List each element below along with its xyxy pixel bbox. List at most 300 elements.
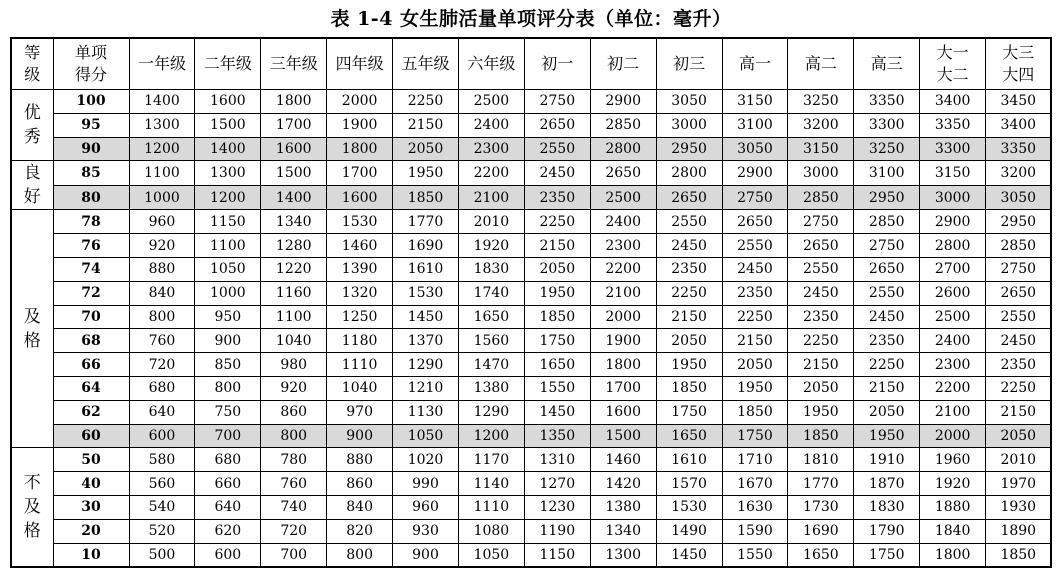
value-cell: 760: [261, 472, 327, 496]
value-cell: 1370: [393, 329, 459, 353]
value-cell: 2500: [458, 90, 524, 114]
grade-group-label-line: 及: [23, 306, 41, 327]
value-cell: 900: [195, 329, 261, 353]
value-cell: 2100: [590, 281, 656, 305]
value-cell: 1590: [722, 519, 788, 543]
table-header: [11, 38, 1051, 90]
score-column-header: [53, 38, 129, 90]
table-body: [11, 90, 1051, 568]
table-row: [11, 90, 1051, 114]
value-cell: 2650: [986, 281, 1052, 305]
value-cell: 2150: [854, 376, 920, 400]
value-cell: 1400: [195, 137, 261, 161]
value-cell: 1470: [458, 353, 524, 377]
value-cell: 600: [195, 543, 261, 567]
value-cell: 520: [129, 519, 195, 543]
score-cell: 10: [53, 543, 129, 567]
value-cell: 640: [129, 400, 195, 424]
value-cell: 750: [195, 400, 261, 424]
table-row: [11, 543, 1051, 567]
value-cell: 2750: [854, 234, 920, 258]
value-cell: 1800: [327, 137, 393, 161]
value-cell: 1310: [524, 448, 590, 472]
value-cell: 2450: [524, 161, 590, 186]
grade-group-label-line: 好: [23, 187, 41, 208]
year-column-header: [854, 38, 920, 90]
value-cell: 2650: [524, 113, 590, 137]
value-cell: 1550: [524, 376, 590, 400]
value-cell: 700: [195, 424, 261, 448]
value-cell: 1140: [458, 472, 524, 496]
value-cell: 1850: [656, 376, 722, 400]
year-column-header: [458, 38, 524, 90]
value-cell: 1080: [458, 519, 524, 543]
score-cell: 30: [53, 495, 129, 519]
value-cell: 680: [129, 376, 195, 400]
score-cell: 74: [53, 257, 129, 281]
value-cell: 2350: [656, 257, 722, 281]
value-cell: 1110: [458, 495, 524, 519]
score-cell: 50: [53, 448, 129, 472]
value-cell: 1530: [656, 495, 722, 519]
year-column-header-line: 二年级: [203, 54, 252, 73]
value-cell: 1020: [393, 448, 459, 472]
table-row: [11, 495, 1051, 519]
grade-group-label-line: 优: [23, 103, 41, 124]
value-cell: 880: [129, 257, 195, 281]
value-cell: 2350: [722, 281, 788, 305]
value-cell: 980: [261, 353, 327, 377]
value-cell: 2950: [656, 137, 722, 161]
value-cell: 1380: [458, 376, 524, 400]
grade-group-label: [11, 448, 53, 567]
value-cell: 740: [261, 495, 327, 519]
value-cell: 800: [195, 376, 261, 400]
value-cell: 1490: [656, 519, 722, 543]
value-cell: 1950: [656, 353, 722, 377]
value-cell: 1230: [524, 495, 590, 519]
value-cell: 2550: [656, 210, 722, 234]
value-cell: 1710: [722, 448, 788, 472]
value-cell: 2500: [590, 185, 656, 210]
value-cell: 1850: [986, 543, 1052, 567]
value-cell: 840: [327, 495, 393, 519]
value-cell: 920: [261, 376, 327, 400]
score-cell: 64: [53, 376, 129, 400]
value-cell: 1570: [656, 472, 722, 496]
value-cell: 1690: [393, 234, 459, 258]
value-cell: 2250: [788, 329, 854, 353]
value-cell: 3250: [788, 90, 854, 114]
value-cell: 1110: [327, 353, 393, 377]
value-cell: 1500: [195, 113, 261, 137]
value-cell: 1290: [458, 400, 524, 424]
value-cell: 900: [393, 543, 459, 567]
value-cell: 1050: [458, 543, 524, 567]
grade-group-label-line: 秀: [23, 127, 41, 148]
year-column-header-line: 一年级: [137, 54, 186, 73]
value-cell: 2900: [590, 90, 656, 114]
value-cell: 1930: [986, 495, 1052, 519]
value-cell: 1200: [129, 137, 195, 161]
value-cell: 2750: [788, 210, 854, 234]
year-column-header-line: 五年级: [401, 54, 450, 73]
grade-group-label-line: 及: [23, 497, 41, 518]
table-row: [11, 472, 1051, 496]
value-cell: 2250: [524, 210, 590, 234]
year-column-header-line: 大二: [936, 65, 969, 84]
grade-column-header-line: 等: [24, 43, 41, 62]
value-cell: 1880: [920, 495, 986, 519]
score-cell: 85: [53, 161, 129, 186]
value-cell: 780: [261, 448, 327, 472]
value-cell: 3350: [986, 137, 1052, 161]
value-cell: 660: [195, 472, 261, 496]
value-cell: 2650: [656, 185, 722, 210]
value-cell: 1850: [722, 400, 788, 424]
value-cell: 1220: [261, 257, 327, 281]
value-cell: 1900: [327, 113, 393, 137]
value-cell: 3050: [656, 90, 722, 114]
value-cell: 2800: [920, 234, 986, 258]
value-cell: 880: [327, 448, 393, 472]
value-cell: 1500: [590, 424, 656, 448]
value-cell: 2150: [788, 353, 854, 377]
value-cell: 3050: [722, 137, 788, 161]
value-cell: 1750: [656, 400, 722, 424]
value-cell: 2400: [458, 113, 524, 137]
value-cell: 1560: [458, 329, 524, 353]
value-cell: 2650: [722, 210, 788, 234]
table-row: [11, 113, 1051, 137]
value-cell: 1840: [920, 519, 986, 543]
value-cell: 3200: [986, 161, 1052, 186]
value-cell: 560: [129, 472, 195, 496]
value-cell: 1770: [393, 210, 459, 234]
value-cell: 1950: [854, 424, 920, 448]
value-cell: 600: [129, 424, 195, 448]
table-row: [11, 281, 1051, 305]
value-cell: 3300: [854, 113, 920, 137]
grade-column-header-line: 级: [24, 65, 41, 84]
table-row: [11, 519, 1051, 543]
value-cell: 2150: [986, 400, 1052, 424]
value-cell: 1450: [656, 543, 722, 567]
grade-column-header: [11, 38, 53, 90]
year-column-header-line: 大三: [1002, 43, 1035, 62]
value-cell: 2450: [854, 305, 920, 329]
value-cell: 970: [327, 400, 393, 424]
table-title: 表 1-4 女生肺活量单项评分表（单位：毫升）: [330, 8, 732, 30]
score-cell: 72: [53, 281, 129, 305]
value-cell: 2050: [393, 137, 459, 161]
value-cell: 1180: [327, 329, 393, 353]
value-cell: 950: [195, 305, 261, 329]
grade-group-label-line: 格: [23, 330, 41, 351]
year-column-header: [986, 38, 1052, 90]
value-cell: 2150: [656, 305, 722, 329]
value-cell: 1650: [788, 543, 854, 567]
value-cell: 700: [261, 543, 327, 567]
score-cell: 80: [53, 185, 129, 210]
value-cell: 860: [327, 472, 393, 496]
value-cell: 900: [327, 424, 393, 448]
value-cell: 2300: [590, 234, 656, 258]
value-cell: 2010: [986, 448, 1052, 472]
score-column-header-line: 得分: [74, 65, 107, 84]
value-cell: 1000: [195, 281, 261, 305]
value-cell: 2900: [920, 210, 986, 234]
value-cell: 1300: [129, 113, 195, 137]
year-column-header: [590, 38, 656, 90]
value-cell: 1200: [195, 185, 261, 210]
score-cell: 76: [53, 234, 129, 258]
value-cell: 2500: [920, 305, 986, 329]
value-cell: 2250: [854, 353, 920, 377]
value-cell: 1420: [590, 472, 656, 496]
value-cell: 1100: [261, 305, 327, 329]
value-cell: 3300: [920, 137, 986, 161]
year-column-header: [195, 38, 261, 90]
value-cell: 1650: [458, 305, 524, 329]
value-cell: 2550: [854, 281, 920, 305]
value-cell: 3400: [920, 90, 986, 114]
value-cell: 2200: [590, 257, 656, 281]
value-cell: 1600: [327, 185, 393, 210]
value-cell: 1600: [261, 137, 327, 161]
value-cell: 1340: [590, 519, 656, 543]
value-cell: 860: [261, 400, 327, 424]
value-cell: 2450: [656, 234, 722, 258]
value-cell: 680: [195, 448, 261, 472]
year-column-header-line: 四年级: [335, 54, 384, 73]
value-cell: 1690: [788, 519, 854, 543]
grade-group-label: [11, 210, 53, 448]
value-cell: 2000: [327, 90, 393, 114]
value-cell: 1750: [524, 329, 590, 353]
value-cell: 2800: [590, 137, 656, 161]
value-cell: 3150: [920, 161, 986, 186]
value-cell: 1670: [722, 472, 788, 496]
value-cell: 2300: [458, 137, 524, 161]
value-cell: 3200: [788, 113, 854, 137]
value-cell: 2100: [458, 185, 524, 210]
value-cell: 1150: [195, 210, 261, 234]
value-cell: 2050: [722, 353, 788, 377]
value-cell: 3150: [722, 90, 788, 114]
score-cell: 60: [53, 424, 129, 448]
value-cell: 2250: [656, 281, 722, 305]
value-cell: 1850: [788, 424, 854, 448]
value-cell: 1040: [261, 329, 327, 353]
value-cell: 720: [129, 353, 195, 377]
table-row: [11, 448, 1051, 472]
value-cell: 760: [129, 329, 195, 353]
value-cell: 2050: [986, 424, 1052, 448]
value-cell: 930: [393, 519, 459, 543]
value-cell: 1350: [524, 424, 590, 448]
value-cell: 2950: [986, 210, 1052, 234]
year-column-header-line: 高三: [870, 54, 903, 73]
value-cell: 1290: [393, 353, 459, 377]
value-cell: 720: [261, 519, 327, 543]
value-cell: 1450: [524, 400, 590, 424]
value-cell: 1610: [656, 448, 722, 472]
value-cell: 580: [129, 448, 195, 472]
year-column-header: [788, 38, 854, 90]
year-column-header: [327, 38, 393, 90]
value-cell: 2550: [986, 305, 1052, 329]
score-cell: 95: [53, 113, 129, 137]
value-cell: 640: [195, 495, 261, 519]
value-cell: 2250: [722, 305, 788, 329]
value-cell: 2550: [722, 234, 788, 258]
value-cell: 1320: [327, 281, 393, 305]
value-cell: 2400: [920, 329, 986, 353]
value-cell: 1700: [261, 113, 327, 137]
value-cell: 1810: [788, 448, 854, 472]
value-cell: 1100: [129, 161, 195, 186]
value-cell: 800: [261, 424, 327, 448]
value-cell: 2800: [656, 161, 722, 186]
table-row: [11, 329, 1051, 353]
year-column-header: [920, 38, 986, 90]
score-cell: 90: [53, 137, 129, 161]
value-cell: 2600: [920, 281, 986, 305]
year-column-header-line: 大四: [1002, 65, 1035, 84]
value-cell: 960: [393, 495, 459, 519]
score-cell: 66: [53, 353, 129, 377]
score-cell: 100: [53, 90, 129, 114]
value-cell: 2750: [986, 257, 1052, 281]
value-cell: 1390: [327, 257, 393, 281]
value-cell: 2350: [854, 329, 920, 353]
value-cell: 3450: [986, 90, 1052, 114]
value-cell: 1550: [722, 543, 788, 567]
value-cell: 2850: [590, 113, 656, 137]
value-cell: 2750: [722, 185, 788, 210]
value-cell: 1950: [393, 161, 459, 186]
value-cell: 1800: [590, 353, 656, 377]
year-column-header: [129, 38, 195, 90]
score-cell: 62: [53, 400, 129, 424]
value-cell: 3150: [788, 137, 854, 161]
value-cell: 2050: [854, 400, 920, 424]
value-cell: 1740: [458, 281, 524, 305]
value-cell: 1400: [129, 90, 195, 114]
value-cell: 1750: [854, 543, 920, 567]
value-cell: 1400: [261, 185, 327, 210]
value-cell: 2650: [788, 234, 854, 258]
value-cell: 1850: [393, 185, 459, 210]
grade-group-label-line: 格: [23, 521, 41, 542]
value-cell: 840: [129, 281, 195, 305]
value-cell: 2050: [524, 257, 590, 281]
table-row: [11, 376, 1051, 400]
value-cell: 2700: [920, 257, 986, 281]
score-cell: 40: [53, 472, 129, 496]
year-column-header-line: 初三: [673, 54, 706, 73]
value-cell: 3350: [854, 90, 920, 114]
table-row: [11, 353, 1051, 377]
value-cell: 1790: [854, 519, 920, 543]
table-row: [11, 257, 1051, 281]
value-cell: 3100: [722, 113, 788, 137]
value-cell: 990: [393, 472, 459, 496]
table-row: [11, 161, 1051, 186]
value-cell: 1870: [854, 472, 920, 496]
value-cell: 1340: [261, 210, 327, 234]
value-cell: 2350: [788, 305, 854, 329]
table-row: [11, 305, 1051, 329]
value-cell: 2100: [920, 400, 986, 424]
value-cell: 1650: [524, 353, 590, 377]
value-cell: 1300: [590, 543, 656, 567]
grade-group-label-line: 不: [23, 473, 41, 494]
table-row: [11, 234, 1051, 258]
value-cell: 1850: [524, 305, 590, 329]
table-row: [11, 210, 1051, 234]
value-cell: 1380: [590, 495, 656, 519]
value-cell: 1270: [524, 472, 590, 496]
table-row: [11, 137, 1051, 161]
score-table: [10, 37, 1052, 568]
value-cell: 1910: [854, 448, 920, 472]
value-cell: 1600: [195, 90, 261, 114]
value-cell: 540: [129, 495, 195, 519]
value-cell: 2650: [590, 161, 656, 186]
value-cell: 1730: [788, 495, 854, 519]
value-cell: 2150: [524, 234, 590, 258]
value-cell: 1950: [524, 281, 590, 305]
value-cell: 1960: [920, 448, 986, 472]
value-cell: 1050: [195, 257, 261, 281]
value-cell: 1450: [393, 305, 459, 329]
header-row: [11, 38, 1051, 90]
score-cell: 78: [53, 210, 129, 234]
value-cell: 3000: [920, 185, 986, 210]
value-cell: 3100: [854, 161, 920, 186]
table-row: [11, 400, 1051, 424]
value-cell: 2350: [986, 353, 1052, 377]
value-cell: 2850: [986, 234, 1052, 258]
value-cell: 2450: [722, 257, 788, 281]
table-row: [11, 424, 1051, 448]
value-cell: 1920: [458, 234, 524, 258]
value-cell: 1700: [590, 376, 656, 400]
grade-group-label: [11, 90, 53, 161]
value-cell: 1920: [920, 472, 986, 496]
value-cell: 800: [327, 543, 393, 567]
value-cell: 1970: [986, 472, 1052, 496]
value-cell: 1460: [327, 234, 393, 258]
value-cell: 1700: [327, 161, 393, 186]
value-cell: 1210: [393, 376, 459, 400]
value-cell: 1160: [261, 281, 327, 305]
score-column-header-line: 单项: [74, 43, 107, 62]
value-cell: 820: [327, 519, 393, 543]
value-cell: 1530: [327, 210, 393, 234]
value-cell: 3000: [788, 161, 854, 186]
score-cell: 20: [53, 519, 129, 543]
value-cell: 2300: [920, 353, 986, 377]
year-column-header-line: 初二: [607, 54, 640, 73]
value-cell: 2450: [986, 329, 1052, 353]
value-cell: 620: [195, 519, 261, 543]
value-cell: 2950: [854, 185, 920, 210]
year-column-header: [393, 38, 459, 90]
value-cell: 1130: [393, 400, 459, 424]
